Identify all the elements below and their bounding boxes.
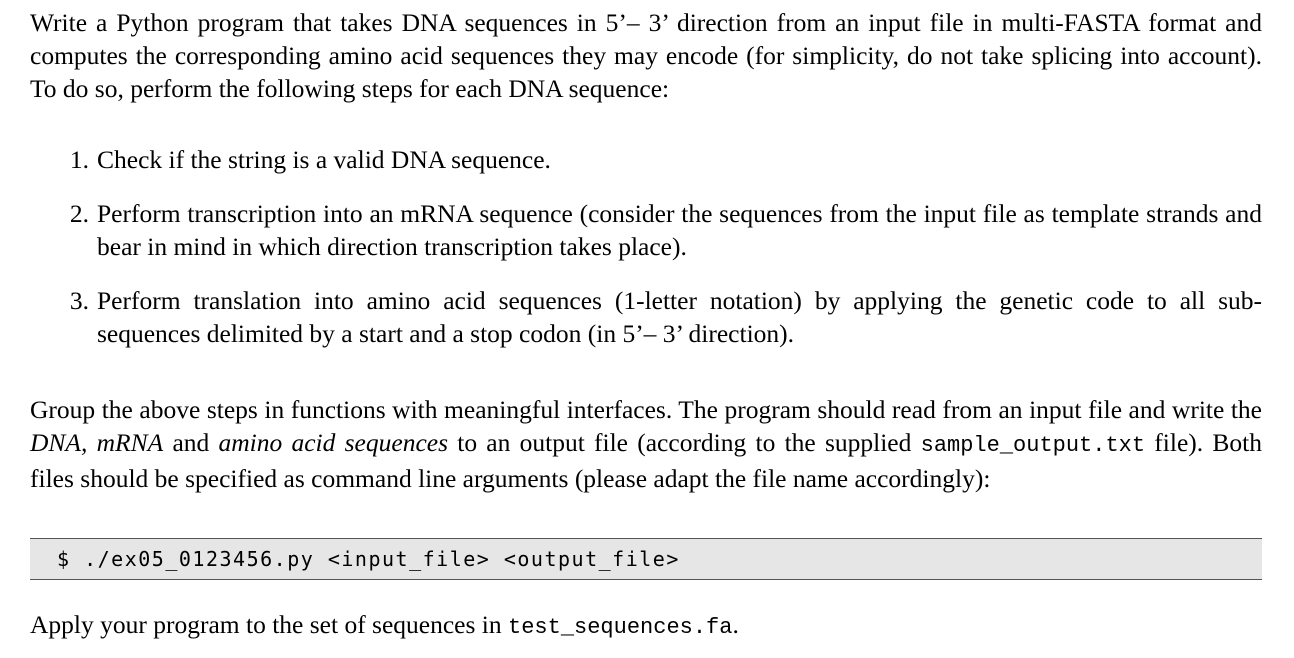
group-text-2: and <box>163 428 219 457</box>
step-number: 1. <box>69 145 89 174</box>
command-line-box <box>30 538 1262 580</box>
steps-list <box>30 143 1262 350</box>
apply-text-2: . <box>732 610 739 639</box>
step-text: Check if the string is a valid DNA sequence. <box>97 145 551 174</box>
step-text: Perform transcription into an mRNA sequence (consider the sequences from the input file as template strands and bear in mind in which direction transcription takes place). <box>97 199 1262 261</box>
list-item <box>30 197 1262 263</box>
command-line-text: $ ./ex05_0123456.py <input_file> <output_file> <box>57 546 680 571</box>
apply-text-1: Apply your program to the set of sequences in <box>30 610 509 639</box>
list-item <box>30 284 1262 350</box>
group-emphasis-amino-acid: amino acid sequences <box>218 428 448 457</box>
group-paragraph <box>30 393 1262 495</box>
step-number: 3. <box>69 286 89 315</box>
sample-output-filename: sample_output.txt <box>920 433 1146 458</box>
group-emphasis-dna-mrna: DNA, mRNA <box>30 428 164 457</box>
apply-paragraph <box>30 608 1262 644</box>
group-text-1: Group the above steps in functions with meaningful interfaces. The program should read from an input file and write the <box>30 395 1262 424</box>
list-item <box>30 143 1262 176</box>
test-sequences-filename: test_sequences.fa <box>508 615 733 640</box>
group-text-4: file). Both files should be specified as command line arguments (please adapt the file name accordingly): <box>30 428 1262 493</box>
intro-paragraph: Write a Python program that takes DNA sequences in 5’– 3’ direction from an input file in multi-FASTA format and computes the corresponding amino acid sequences they may encode (for simplicity, do not take splicing into account). To do so, perform the following steps for each DNA sequence: <box>30 8 1262 103</box>
group-text-3: to an output file (according to the supplied <box>448 428 921 457</box>
step-text: Perform translation into amino acid sequences (1-letter notation) by applying the genetic code to all sub-sequences delimited by a start and a stop codon (in 5’– 3’ direction). <box>97 286 1262 348</box>
document-page <box>30 6 1262 644</box>
step-number: 2. <box>69 199 89 228</box>
